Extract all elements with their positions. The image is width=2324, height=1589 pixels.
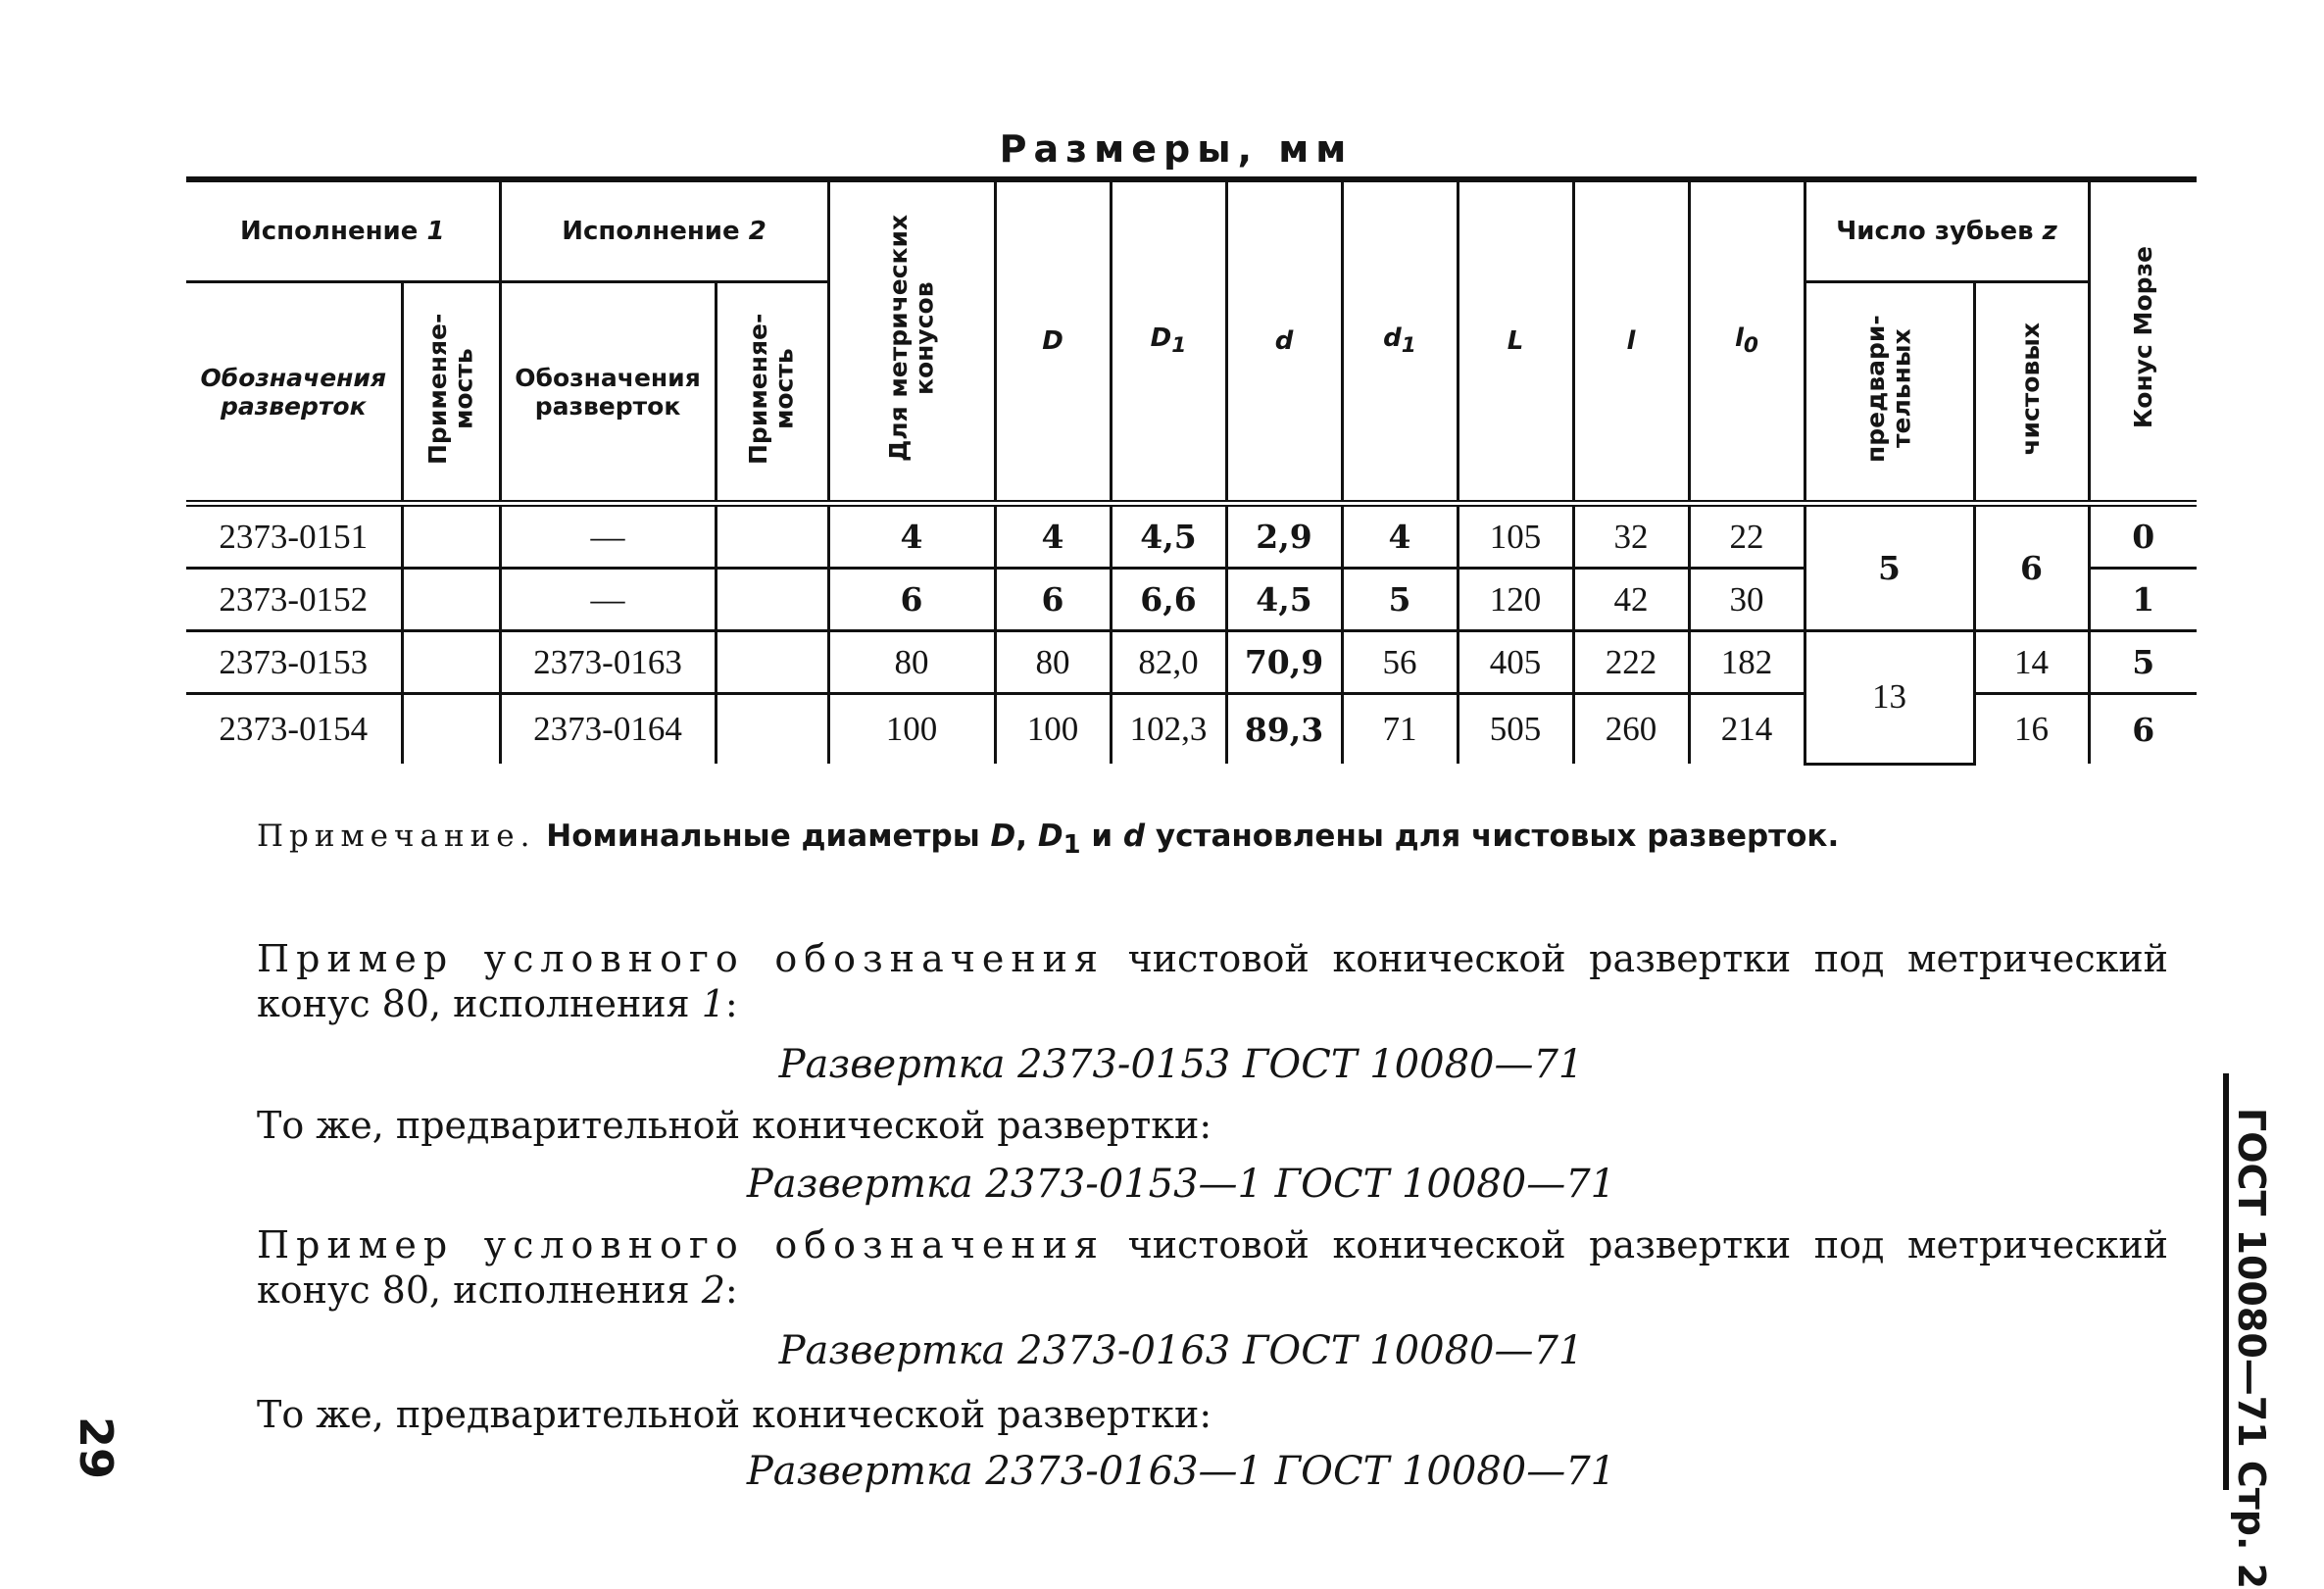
header-teeth-count: Число зубьев z (1805, 179, 2089, 282)
cell-teeth-finishing: 16 (1974, 694, 2089, 765)
cell-exec1: 2373-0152 (186, 569, 402, 631)
cell-morse: 1 (2089, 569, 2197, 631)
cell-morse: 0 (2089, 504, 2197, 569)
cell-exec1: 2373-0151 (186, 504, 402, 569)
header-l: l (1573, 179, 1689, 504)
cell-d: 70,9 (1226, 631, 1342, 694)
cell-applicability-1 (402, 631, 500, 694)
header-metric-cones: Для метрических конусов (828, 179, 995, 504)
example-paragraph: То же, предварительной конической развертки: (257, 1104, 1212, 1147)
cell-exec2: — (500, 569, 716, 631)
cell-exec2: — (500, 504, 716, 569)
cell-d: 2,9 (1226, 504, 1342, 569)
cell-applicability-1 (402, 694, 500, 765)
cell-morse: 5 (2089, 631, 2197, 694)
cell-L: 505 (1458, 694, 1573, 765)
example-designation: Развертка 2373-0163 ГОСТ 10080—71 (778, 1328, 1584, 1373)
cell-D: 100 (995, 694, 1111, 765)
cell-l: 42 (1573, 569, 1689, 631)
cell-cone: 100 (828, 694, 995, 765)
cell-applicability-1 (402, 569, 500, 631)
cell-l0: 182 (1689, 631, 1805, 694)
cell-D1: 6,6 (1111, 569, 1226, 631)
header-designation-1: Обозначения разверток (186, 282, 402, 504)
cell-teeth-preliminary: 5 (1805, 504, 1974, 631)
cell-exec2: 2373-0163 (500, 631, 716, 694)
cell-cone: 80 (828, 631, 995, 694)
header-d1: $d_1$ (1342, 179, 1458, 504)
cell-exec2: 2373-0164 (500, 694, 716, 765)
cell-d1: 4 (1342, 504, 1458, 569)
example-paragraph: То же, предварительной конической развертки: (257, 1393, 1212, 1436)
cell-D1: 82,0 (1111, 631, 1226, 694)
header-execution-2: Исполнение 2 (500, 179, 828, 282)
cell-applicability-2 (716, 631, 828, 694)
header-applicability-2: Применяе- мость (716, 282, 828, 504)
cell-exec1: 2373-0153 (186, 631, 402, 694)
standard-side-label: ГОСТ 10080—71 Стр. 2 (2230, 1108, 2273, 1589)
cell-d1: 56 (1342, 631, 1458, 694)
cell-applicability-1 (402, 504, 500, 569)
cell-L: 405 (1458, 631, 1573, 694)
example-paragraph: Пример условного обозначения чистовой конической развертки под метрический конус 80, исполнения 1: (257, 937, 2169, 1025)
header-teeth-preliminary: предвари- тельных (1805, 282, 1974, 504)
header-morse-cone: Конус Морзе (2089, 179, 2197, 504)
dimensions-table (186, 176, 2197, 766)
cell-L: 120 (1458, 569, 1573, 631)
cell-l: 260 (1573, 694, 1689, 765)
cell-d: 4,5 (1226, 569, 1342, 631)
example-designation: Развертка 2373-0153 ГОСТ 10080—71 (778, 1042, 1584, 1087)
cell-l: 222 (1573, 631, 1689, 694)
cell-D1: 4,5 (1111, 504, 1226, 569)
example-designation: Развертка 2373-0163—1 ГОСТ 10080—71 (746, 1449, 1616, 1494)
cell-l0: 214 (1689, 694, 1805, 765)
cell-d1: 71 (1342, 694, 1458, 765)
cell-d1: 5 (1342, 569, 1458, 631)
cell-teeth-preliminary: 13 (1805, 631, 1974, 765)
cell-D: 80 (995, 631, 1111, 694)
header-teeth-finishing: чистовых (1974, 282, 2089, 504)
cell-applicability-2 (716, 569, 828, 631)
cell-l: 32 (1573, 504, 1689, 569)
cell-cone: 6 (828, 569, 995, 631)
cell-d: 89,3 (1226, 694, 1342, 765)
side-rule (2223, 1073, 2229, 1490)
cell-D: 4 (995, 504, 1111, 569)
header-D1: $D_1$ (1111, 179, 1226, 504)
cell-cone: 4 (828, 504, 995, 569)
header-l0: $l_0$ (1689, 179, 1805, 504)
cell-exec1: 2373-0154 (219, 710, 369, 748)
cell-D: 6 (995, 569, 1111, 631)
table-row (186, 631, 2197, 694)
header-execution-1: Исполнение 1 (186, 179, 500, 282)
cell-l0: 30 (1689, 569, 1805, 631)
cell-teeth-finishing: 6 (1974, 504, 2089, 631)
cell-applicability-2 (716, 504, 828, 569)
table-note: Примечание. Номинальные диаметры D, $D_1$ и d установлены для чистовых разверток. (257, 819, 1840, 861)
cell-D1: 102,3 (1111, 694, 1226, 765)
cell-l0: 22 (1689, 504, 1805, 569)
cell-morse: 6 (2089, 694, 2197, 765)
cell-teeth-finishing: 14 (1974, 631, 2089, 694)
cell-applicability-2 (716, 694, 828, 765)
header-designation-2: Обозначения разверток (500, 282, 716, 504)
header-applicability-1: Применяе- мость (402, 282, 500, 504)
example-designation: Развертка 2373-0153—1 ГОСТ 10080—71 (746, 1162, 1616, 1207)
table-caption: Размеры, мм (999, 127, 1354, 171)
table-row (186, 504, 2197, 569)
header-L: L (1458, 179, 1573, 504)
header-d: d (1226, 179, 1342, 504)
page-number: 29 (70, 1416, 123, 1480)
header-D: D (995, 179, 1111, 504)
example-paragraph: Пример условного обозначения чистовой конической развертки под метрический конус 80, исполнения 2: (257, 1223, 2169, 1312)
cell-L: 105 (1458, 504, 1573, 569)
